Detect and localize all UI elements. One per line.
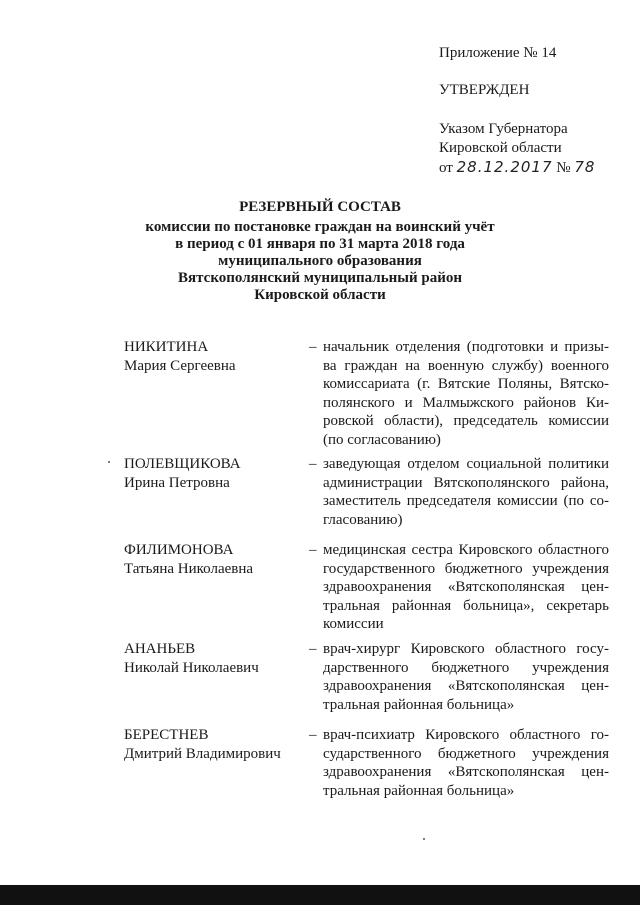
member-given-name: Николай Николаевич: [124, 659, 259, 676]
member-description: заведующая отделом социальной политики администрации Вятскополянского района, заместитель председателя комиссии (по со-гласованию): [323, 456, 609, 528]
number-sign: №: [556, 160, 571, 176]
member-dash: –: [309, 542, 317, 558]
member-surname: АНАНЬЕВ: [124, 641, 196, 657]
member-surname: ПОЛЕВЩИКОВА: [124, 456, 241, 472]
title-line-3: муниципального образования: [218, 253, 422, 269]
member-name: [124, 541, 304, 578]
title-line-1: комиссии по постановке граждан на воинский учёт: [145, 219, 495, 235]
scan-speck: [423, 838, 425, 840]
member-entry: [124, 455, 614, 535]
member-surname: НИКИТИНА: [124, 339, 209, 355]
date-prefix: от: [439, 160, 453, 176]
member-name: [124, 338, 304, 375]
scan-bottom-edge: [0, 885, 640, 905]
member-description: медицинская сестра Кировского областного государственного бюджетного учреждения здравоохранения «Вятскополянская цен-тральная районная больница», секретарь комиссии: [323, 542, 609, 632]
member-given-name: Дмитрий Владимирович: [124, 745, 281, 762]
handwritten-number: 78: [574, 158, 596, 176]
member-name: [124, 455, 304, 492]
decree-line-2: Кировской области: [439, 140, 562, 156]
member-dash: –: [309, 456, 317, 472]
member-given-name: Ирина Петровна: [124, 474, 230, 491]
member-surname: БЕРЕСТНЕВ: [124, 727, 209, 743]
member-entry: [124, 541, 614, 641]
handwritten-date: 28.12.2017: [456, 158, 553, 176]
member-name: [124, 640, 304, 677]
scan-speck: [108, 461, 110, 463]
title-line-5: Кировской области: [254, 287, 386, 303]
member-entry: [124, 726, 614, 806]
title-line-4: Вятскополянский муниципальный район: [177, 270, 462, 286]
member-dash: –: [309, 641, 317, 657]
decree-date-line: [439, 158, 595, 178]
member-description: врач-психиатр Кировского областного го-сударственного бюджетного учреждения здравоохранения «Вятскополянская цен-тральная районная больница»: [323, 727, 609, 799]
member-description: врач-хирург Кировского областного госу-дарственного бюджетного учреждения здравоохранения «Вятскополянская цен-тральная районная больница»: [323, 641, 609, 713]
member-entry: [124, 338, 614, 448]
member-given-name: Татьяна Николаевна: [124, 560, 254, 577]
member-entry: [124, 640, 614, 720]
decree-line-1: Указом Губернатора: [439, 121, 568, 137]
approved-label: УТВЕРЖДЕН: [439, 82, 530, 98]
member-dash: –: [309, 339, 317, 355]
approval-block: [439, 44, 595, 178]
member-given-name: Мария Сергеевна: [124, 357, 236, 374]
member-description: начальник отделения (подготовки и призы-ва граждан на военную службу) военного комиссариата (г. Вятские Поляны, Вятско-полянского и Малмыжского районов Ки-ровской области), председатель комиссии (по согласованию): [323, 339, 609, 448]
document-title: [60, 199, 580, 304]
member-name: [124, 726, 304, 763]
title-line-2: в период с 01 января по 31 марта 2018 года: [175, 236, 465, 252]
title-main: РЕЗЕРВНЫЙ СОСТАВ: [239, 199, 401, 215]
member-surname: ФИЛИМОНОВА: [124, 542, 234, 558]
member-dash: –: [309, 727, 317, 743]
appendix-label: Приложение № 14: [439, 45, 557, 61]
